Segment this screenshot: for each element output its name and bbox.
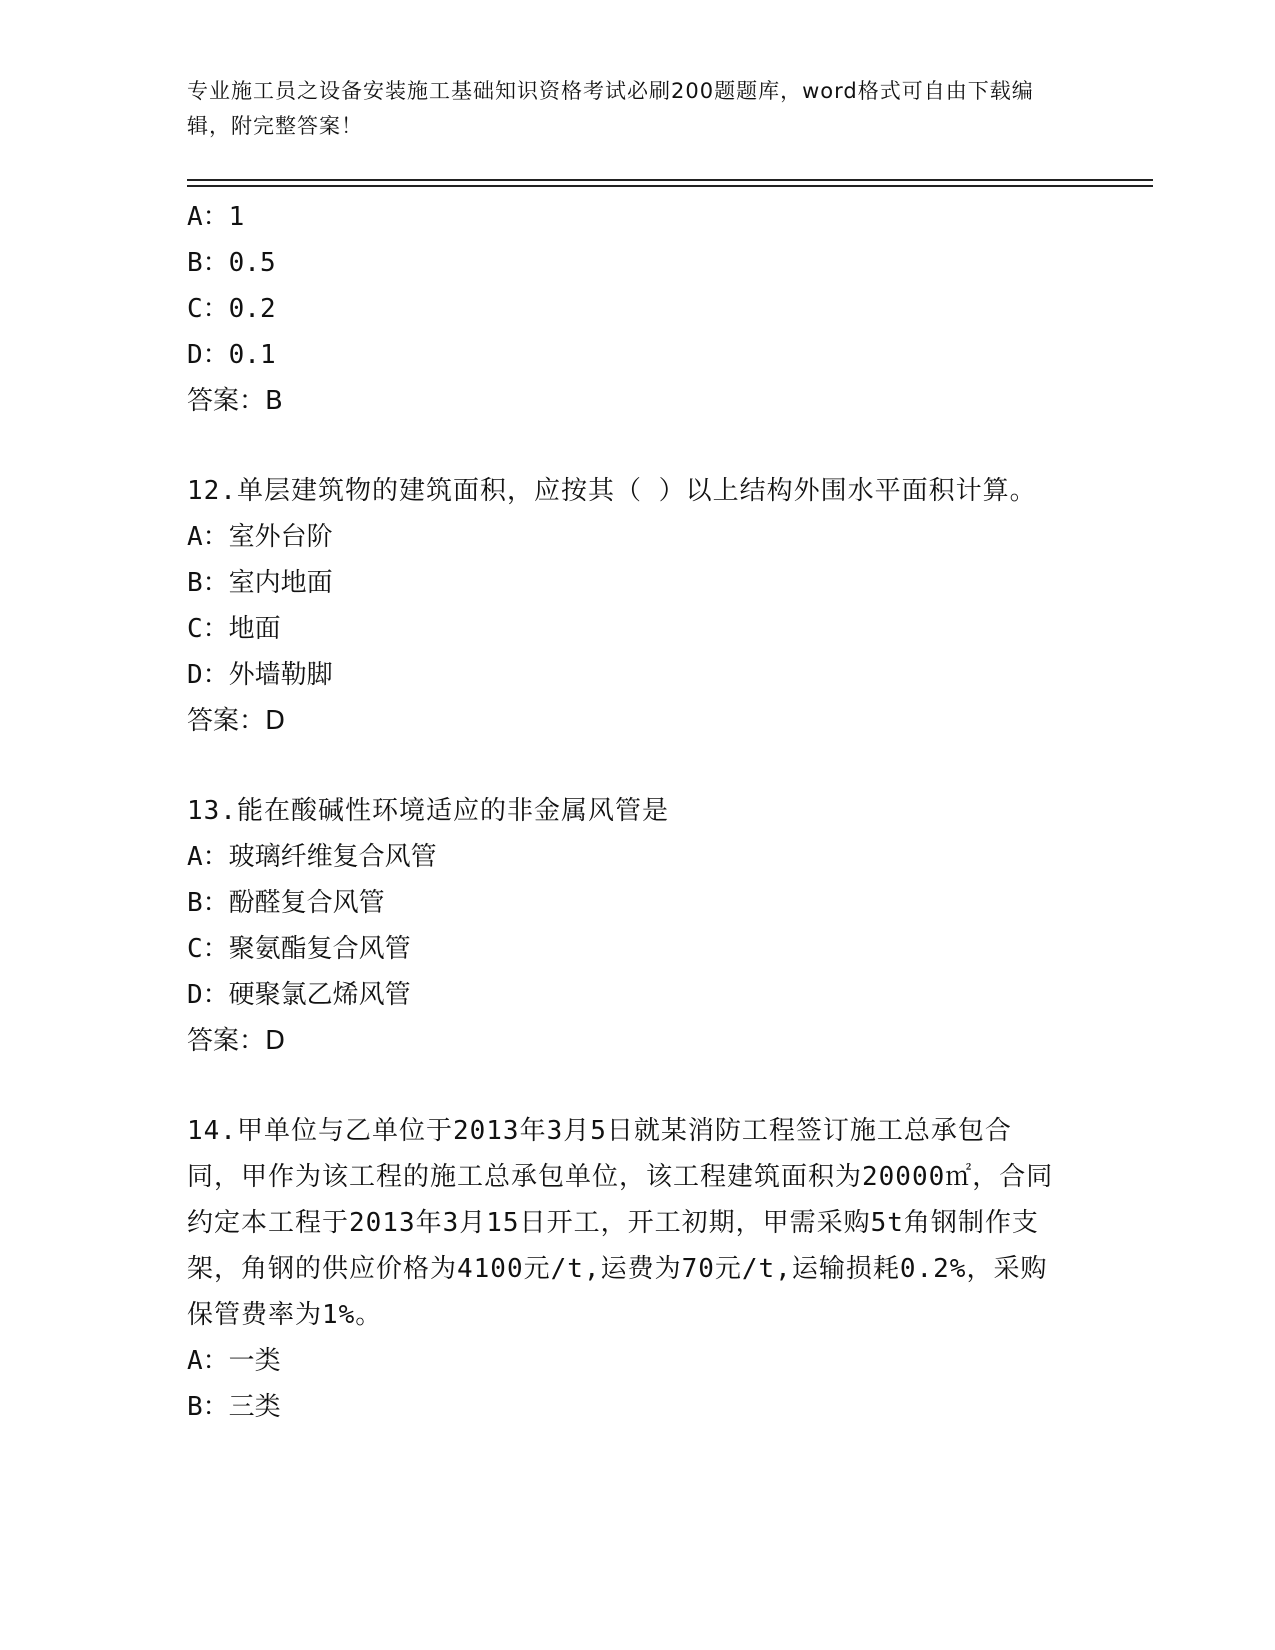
- spacer: [187, 424, 1087, 468]
- document-header: 专业施工员之设备安装施工基础知识资格考试必刷200题题库，word格式可自由下载编辑，附完整答案！: [187, 79, 1034, 138]
- option-b: B：0.5: [187, 248, 276, 278]
- option-a: A：玻璃纤维复合风管: [187, 842, 437, 872]
- option-a: A：室外台阶: [187, 522, 333, 552]
- header-divider-top: [187, 179, 1153, 181]
- option-b: B：酚醛复合风管: [187, 888, 385, 918]
- question-12: [187, 468, 1087, 744]
- spacer: [187, 1064, 1087, 1108]
- question-stem: 14.甲单位与乙单位于2013年3月5日就某消防工程签订施工总承包合同，甲作为该工程的施工总承包单位，该工程建筑面积为20000㎡，合同约定本工程于2013年3月15日开工，开工初期，甲需采购5t角钢制作支架，角钢的供应价格为4100元/t,运费为70元/t,运输损耗0.2%，采购保管费率为1%。: [187, 1116, 1054, 1330]
- option-a: A：1: [187, 202, 245, 232]
- option-c: C：聚氨酯复合风管: [187, 934, 411, 964]
- option-c: C：地面: [187, 614, 281, 644]
- question-stem: 13.能在酸碱性环境适应的非金属风管是: [187, 796, 669, 826]
- question-13: [187, 788, 1087, 1064]
- option-d: D：外墙勒脚: [187, 660, 333, 690]
- question-11: [187, 194, 1087, 424]
- answer-line: 答案：D: [187, 706, 286, 736]
- answer-line: 答案：D: [187, 1026, 286, 1056]
- answer-line: 答案：B: [187, 386, 283, 416]
- option-c: C：0.2: [187, 294, 276, 324]
- spacer: [187, 744, 1087, 788]
- option-b: B：三类: [187, 1392, 281, 1422]
- question-14: [187, 1108, 1087, 1430]
- header-divider-bottom: [187, 185, 1153, 187]
- option-d: D：硬聚氯乙烯风管: [187, 980, 411, 1010]
- option-b: B：室内地面: [187, 568, 333, 598]
- question-stem: 12.单层建筑物的建筑面积，应按其（ ）以上结构外围水平面积计算。: [187, 476, 1037, 506]
- option-a: A：一类: [187, 1346, 281, 1376]
- option-d: D：0.1: [187, 340, 276, 370]
- question-list: [187, 194, 1087, 1430]
